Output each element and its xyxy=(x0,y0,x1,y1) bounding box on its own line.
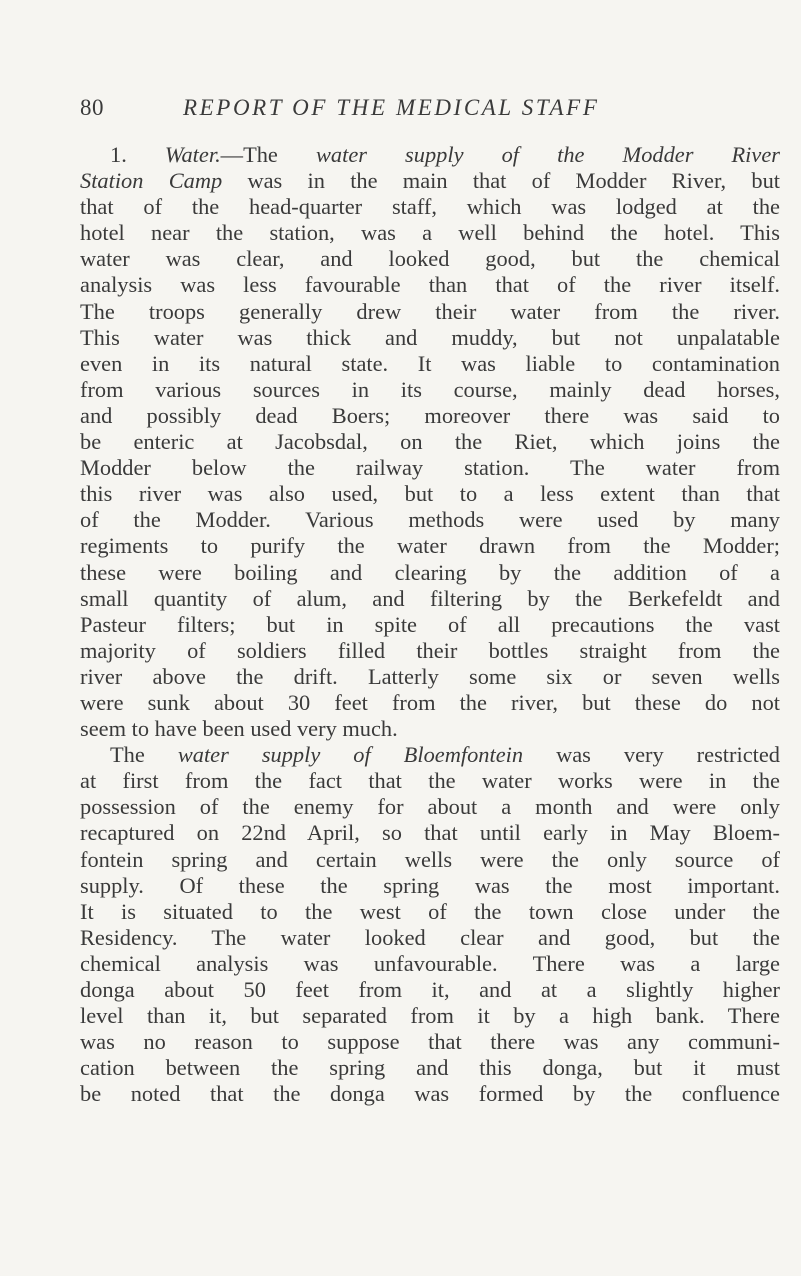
text-line xyxy=(80,429,780,455)
text-line xyxy=(80,351,780,377)
text-line xyxy=(80,403,780,429)
text-line xyxy=(80,246,780,272)
text-run: be enteric at Jacobsdal, on the Riet, which joins the xyxy=(80,429,780,455)
text-line xyxy=(80,560,780,586)
text-line xyxy=(80,586,780,612)
text-line xyxy=(80,977,780,1003)
text-run: be noted that the donga was formed by the confluence xyxy=(80,1081,780,1107)
text-line xyxy=(80,481,780,507)
text-line xyxy=(80,1003,780,1029)
text-run: The troops generally drew their water from the river. xyxy=(80,298,780,324)
text-run: analysis was less favourable than that of the river itself. xyxy=(80,272,780,298)
text-line xyxy=(80,951,780,977)
text-run: hotel near the station, was a well behind the hotel. This xyxy=(80,220,780,246)
page-number: 80 xyxy=(80,95,104,120)
text-line xyxy=(80,194,780,220)
text-line xyxy=(80,820,780,846)
text-run: seem to have been used very much. xyxy=(80,716,398,742)
text-run: river above the drift. Latterly some six or seven wells xyxy=(80,663,780,689)
text-line xyxy=(80,220,780,246)
text-run: chemical analysis was unfavourable. There was a large xyxy=(80,950,780,976)
italic-text-run: water supply of Bloemfontein xyxy=(177,742,524,768)
text-line xyxy=(80,1055,780,1081)
text-run: possession of the enemy for about a month and were only xyxy=(80,794,780,820)
text-run: supply. Of these the spring was the most important. xyxy=(80,872,780,898)
text-run: Pasteur filters; but in spite of all precautions the vast xyxy=(80,611,780,637)
text-line xyxy=(80,612,780,638)
text-line xyxy=(80,325,780,351)
text-line xyxy=(80,299,780,325)
text-run: this river was also used, but to a less extent than that xyxy=(80,481,780,507)
text-run: from various sources in its course, mainly dead horses, xyxy=(80,376,780,402)
text-line xyxy=(80,690,780,716)
body-text xyxy=(80,142,780,1107)
text-line xyxy=(80,847,780,873)
text-run: small quantity of alum, and filtering by the Berkefeldt and xyxy=(80,585,780,611)
text-run: fontein spring and certain wells were the only source of xyxy=(80,846,780,872)
text-line xyxy=(80,873,780,899)
text-run: of the Modder. Various methods were used by many xyxy=(80,507,780,533)
text-run: at first from the fact that the water works were in the xyxy=(80,768,780,794)
text-run: these were boiling and clearing by the addition of a xyxy=(80,559,780,585)
text-run: that of the head-quarter staff, which was lodged at the xyxy=(80,194,780,220)
text-run: cation between the spring and this donga, but it must xyxy=(80,1055,780,1081)
page-header xyxy=(80,88,780,128)
running-title: REPORT OF THE MEDICAL STAFF xyxy=(183,95,600,120)
text-run: The xyxy=(110,742,178,768)
text-run: majority of soldiers filled their bottles straight from the xyxy=(80,637,780,663)
text-line xyxy=(80,638,780,664)
text-run: It is situated to the west of the town close under the xyxy=(80,898,780,924)
text-line xyxy=(80,925,780,951)
text-run: were sunk about 30 feet from the river, but these do not xyxy=(80,689,780,715)
text-run: Residency. The water looked clear and good, but the xyxy=(80,924,780,950)
text-run: was no reason to suppose that there was any communi- xyxy=(80,1029,780,1055)
text-run: regiments to purify the water drawn from the Modder; xyxy=(80,533,780,559)
text-line xyxy=(80,533,780,559)
text-run: —The xyxy=(220,142,316,167)
text-line xyxy=(80,716,780,742)
text-line xyxy=(80,1081,780,1107)
text-run: and possibly dead Boers; moreover there was said to xyxy=(80,402,780,428)
text-line xyxy=(80,507,780,533)
text-line xyxy=(80,742,780,768)
text-run: level than it, but separated from it by a high bank. There xyxy=(80,1003,780,1029)
text-run: donga about 50 feet from it, and at a slightly higher xyxy=(80,977,780,1002)
italic-text-run: Station Camp xyxy=(80,168,223,194)
text-run: Modder below the railway station. The water from xyxy=(80,455,780,481)
text-line xyxy=(80,899,780,925)
text-line xyxy=(80,794,780,820)
text-line xyxy=(80,1029,780,1055)
text-line xyxy=(80,168,780,194)
text-run: was in the main that of Modder River, but xyxy=(222,168,780,194)
text-run: water was clear, and looked good, but the chemical xyxy=(80,246,780,272)
text-line xyxy=(80,272,780,298)
italic-text-run: water supply of the Modder River xyxy=(315,142,780,167)
text-run: recaptured on 22nd April, so that until early in May Bloem- xyxy=(80,820,780,846)
text-run: This water was thick and muddy, but not unpalatable xyxy=(80,324,780,350)
italic-text-run: Water. xyxy=(164,142,221,167)
text-line xyxy=(80,142,780,168)
text-line xyxy=(80,377,780,403)
text-run: even in its natural state. It was liable to contamination xyxy=(80,350,780,376)
text-line xyxy=(80,664,780,690)
text-line xyxy=(80,768,780,794)
text-line xyxy=(80,455,780,481)
text-run: 1. xyxy=(110,142,165,167)
text-run: was very restricted xyxy=(523,742,780,768)
